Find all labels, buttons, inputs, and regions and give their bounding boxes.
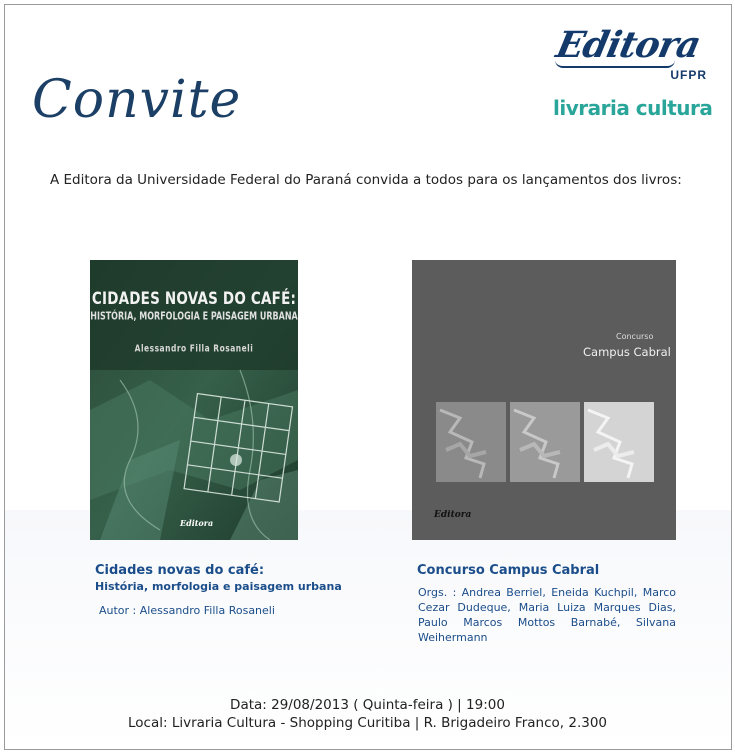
editora-ufpr-logo <box>552 24 715 90</box>
book2-organizers: Orgs. : Andrea Berriel, Eneida Kuchpil, Marco Cezar Dudeque, Maria Luiza Marques Dias, Paulo Marcos Mottos Barnabé, Silvana Weihermann <box>418 586 676 644</box>
cover-subtitle: HISTÓRIA, MORFOLOGIA E PAISAGEM URBANA <box>90 310 298 323</box>
plan-panel-1 <box>436 402 506 482</box>
cover-author: Alessandro Filla Rosaneli <box>134 342 254 355</box>
book1-title: Cidades novas do café: <box>95 563 265 578</box>
editora-logo-text: Editora <box>552 24 704 66</box>
cover-brand: Editora <box>434 510 472 520</box>
book-cover-campus-cabral <box>412 260 676 540</box>
book1-subtitle: História, morfologia e paisagem urbana <box>95 580 342 593</box>
plan-panel-2 <box>510 402 580 482</box>
book1-author: Autor : Alessandro Filla Rosaneli <box>99 604 275 617</box>
book-cover-cidades-novas <box>90 260 298 540</box>
cover-title: CIDADES NOVAS DO CAFÉ: <box>91 289 297 309</box>
intro-text: A Editora da Universidade Federal do Paraná convida a todos para os lançamentos dos livros: <box>50 172 682 188</box>
cover-title: Campus Cabral <box>583 345 671 359</box>
livraria-cultura-logo: livraria cultura <box>553 96 713 120</box>
event-location: Local: Livraria Cultura - Shopping Curitiba | R. Brigadeiro Franco, 2.300 <box>127 715 608 731</box>
plan-panel-3 <box>584 402 654 482</box>
book2-title: Concurso Campus Cabral <box>417 563 600 578</box>
campus-plan-image <box>412 260 676 540</box>
cover-brand: Editora <box>180 518 214 528</box>
cover-pretitle: Concurso <box>616 332 654 341</box>
page-title: Convite <box>32 70 242 130</box>
editora-logo-swoosh <box>555 60 675 68</box>
event-date: Data: 29/08/2013 ( Quinta-feira ) | 19:00 <box>230 697 505 713</box>
editora-logo-sub: UFPR <box>670 68 707 82</box>
